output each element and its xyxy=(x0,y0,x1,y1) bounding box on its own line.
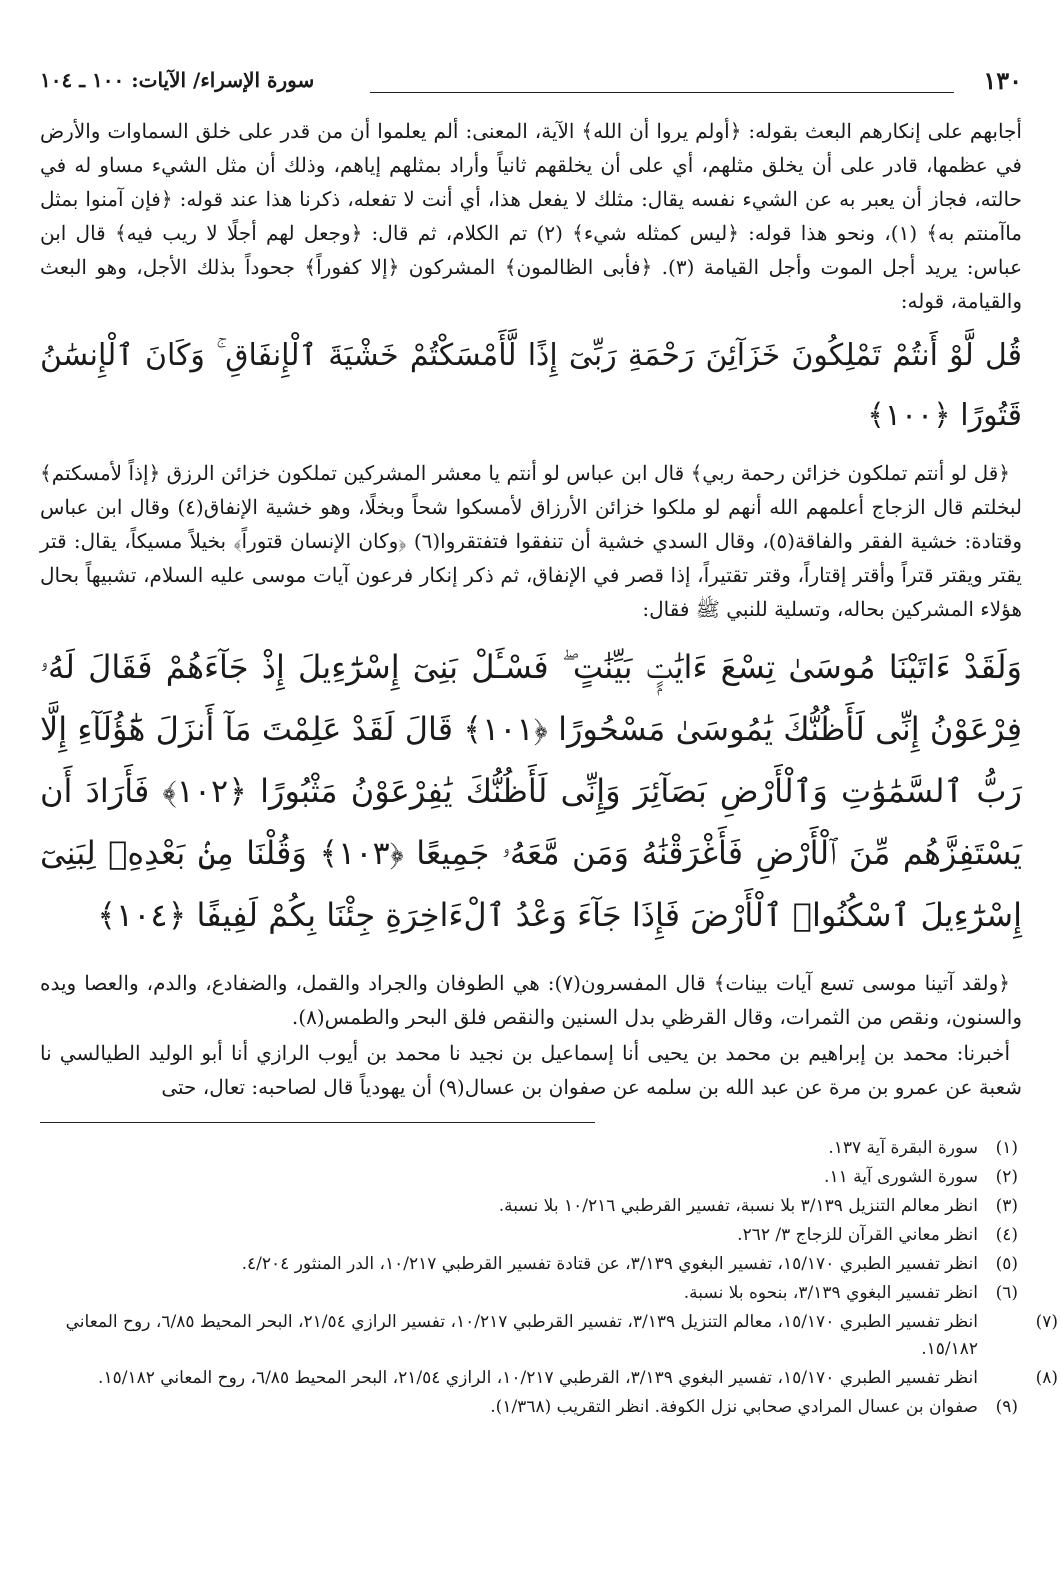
commentary-paragraph-4: أخبرنا: محمد بن إبراهيم بن محمد بن يحيى أنا إسماعيل بن نجيد نا محمد بن أيوب الرازي أنا أبو الوليد الطيالسي نا شعبة عن عمرو بن مرة عن عبد الله بن سلمه عن صفوان بن عسال(٩) أن يهودياً قال لصاحبه: تعال، حتى xyxy=(40,1041,1022,1099)
footnote-item: (٦)انظر تفسير البغوي ٣/١٣٩، بنحوه بلا نسبة. xyxy=(683,1283,1018,1303)
footnote-item: (٨)انظر تفسير الطبري ١٥/١٧٠، تفسير البغوي ٣/١٣٩، القرطبي ١٠/٢١٧، الرازي ٢١/٥٤، البحر المحيط ٦/٨٥، روح المعاني ١٥/١٨٢. xyxy=(98,1368,1058,1388)
commentary-paragraph-1: أجابهم على إنكارهم البعث بقوله: ﴿أولم يروا أن الله﴾ الآية، المعنى: ألم يعلموا أن من قدر على خلق السماوات والأرض في عظمها، قادر على أن يخلق مثلهم، أي على أن يخلقهم ثانياً وأراد بمثلهم إياهم، وذلك أن مثل الشيء مساو له في حالته، فجاز أن يعبر به عن الشيء نفسه يقال: مثلك لا يفعل هذا، أي أنت لا تفعله، ذكرنا هذا عند قوله: ﴿فإن آمنوا بمثل ماآمنتم به﴾ (١)، ونحو هذا قوله: ﴿ليس كمثله شيء﴾ (٢) تم الكلام، ثم قال: ﴿وجعل لهم أجلًا لا ريب فيه﴾ قال ابن عباس: يريد أجل الموت وأجل القيامة (٣). ﴿فأبى الظالمون﴾ المشركون ﴿إلا كفوراً﴾ جحوداً بذلك الأجل، وهو البعث والقيامة، قوله: xyxy=(40,119,1023,313)
quran-verse-100: قُل لَّوْ أَنتُمْ تَمْلِكُونَ خَزَآئِنَ رَحْمَةِ رَبِّىٓ إِذًا لَّأَمْسَكْتُمْ خَشْيَةَ ٱلْإِنفَاقِ ۚ وَكَانَ ٱلْإِنسَٰنُ قَتُورًا ﴿١٠٠﴾ xyxy=(40,338,1022,433)
footnotes xyxy=(40,1135,1058,1421)
commentary-paragraph-2: ﴿قل لو أنتم تملكون خزائن رحمة ربي﴾ قال ابن عباس لو أنتم يا معشر المشركين تملكون خزائن الرزق ﴿إذاً لأمسكتم﴾ لبخلتم قال الزجاج أعلمهم الله أنهم لو ملكوا خزائن الأرزاق لأمسكوا شحاً وبخلًا، وهو خشية الإنفاق(٤) وقال ابن عباس وقتادة: خشية الفقر والفاقة(٥)، وقال السدي خشية أن تنفقوا فتفتقروا(٦) ﴿وكان الإنسان قتوراً﴾ بخيلاً مسيكاً، يقال: قتر يقتر ويقتر قتراً وأقتر إقتاراً، وقتر تقتيراً، إذا قصر في الإنفاق، ثم ذكر إنكار فرعون آيات موسى عليه السلام، تشبيهاً بحال هؤلاء المشركين بحاله، وتسلية للنبي ﷺ فقال: xyxy=(40,461,1023,621)
footnote-item: (١)سورة البقرة آية ١٣٧. xyxy=(828,1138,1018,1158)
footnote-item: (٣)انظر معالم التنزيل ٣/١٣٩ بلا نسبة، تفسير القرطبي ١٠/٢١٦ بلا نسبة. xyxy=(498,1196,1018,1216)
book-page xyxy=(40,60,1058,1562)
page-number: ١٣٠ xyxy=(983,66,1022,95)
footnote-item: (٥)انظر تفسير الطبري ١٥/١٧٠، تفسير البغوي ٣/١٣٩، عن قتادة تفسير القرطبي ١٠/٢١٧، الدر المنثور ٤/٢٠٤. xyxy=(241,1254,1018,1274)
quran-verses-101-104: وَلَقَدْ ءَاتَيْنَا مُوسَىٰ تِسْعَ ءَايَٰتٍۭ بَيِّنَٰتٍ ۖ فَسْـَٔلْ بَنِىٓ إِسْرَٰٓءِيلَ إِذْ جَآءَهُمْ فَقَالَ لَهُۥ فِرْعَوْنُ إِنِّى لَأَظُنُّكَ يَٰمُوسَىٰ مَسْحُورًا ﴿١٠١﴾ قَالَ لَقَدْ عَلِمْتَ مَآ أَنزَلَ هَٰٓؤُلَآءِ إِلَّا رَبُّ ٱلسَّمَٰوَٰتِ وَٱلْأَرْضِ بَصَآئِرَ وَإِنِّى لَأَظُنُّكَ يَٰفِرْعَوْنُ مَثْبُورًا ﴿١٠٢﴾ فَأَرَادَ أَن يَسْتَفِزَّهُم مِّنَ ٱلْأَرْضِ فَأَغْرَقْنَٰهُ وَمَن مَّعَهُۥ جَمِيعًا ﴿١٠٣﴾ وَقُلْنَا مِنۢ بَعْدِهِۦ لِبَنِىٓ إِسْرَٰٓءِيلَ ٱسْكُنُوا۟ ٱلْأَرْضَ فَإِذَا جَآءَ وَعْدُ ٱلْءَاخِرَةِ جِئْنَا بِكُمْ لَفِيفًا ﴿١٠٤﴾ xyxy=(40,648,1022,934)
footnote-rule xyxy=(40,1122,595,1123)
footnote-item: (٤)انظر معاني القرآن للزجاج ٣/ ٢٦٢. xyxy=(737,1225,1018,1245)
header-rule xyxy=(370,92,954,93)
running-header xyxy=(40,60,1022,106)
footnote-item: (٩)صفوان بن عسال المرادي صحابي نزل الكوفة. انظر التقريب (١/٣٦٨). xyxy=(490,1397,1018,1417)
surah-title: سورة الإسراء/ الآيات: ١٠٠ ـ ١٠٤ xyxy=(40,68,315,92)
footnote-item: (٢)سورة الشورى آية ١١. xyxy=(824,1167,1018,1187)
footnote-item: (٧)انظر تفسير الطبري ١٥/١٧٠، معالم التنزيل ٣/١٣٩، تفسير القرطبي ١٠/٢١٧، تفسير الرازي ٢١/٥٤، البحر المحيط ٦/٨٥، روح المعاني ١٥/١٨٢. xyxy=(65,1312,1058,1359)
commentary-paragraph-3: ﴿ولقد آتينا موسى تسع آيات بينات﴾ قال المفسرون(٧): هي الطوفان والجراد والقمل، والضفادع، والدم، والعصا ويده والسنون، ونقص من الثمرات، وقال القرظي بدل السنين والنقص فلق البحر والطمس(٨). xyxy=(40,971,1022,1029)
